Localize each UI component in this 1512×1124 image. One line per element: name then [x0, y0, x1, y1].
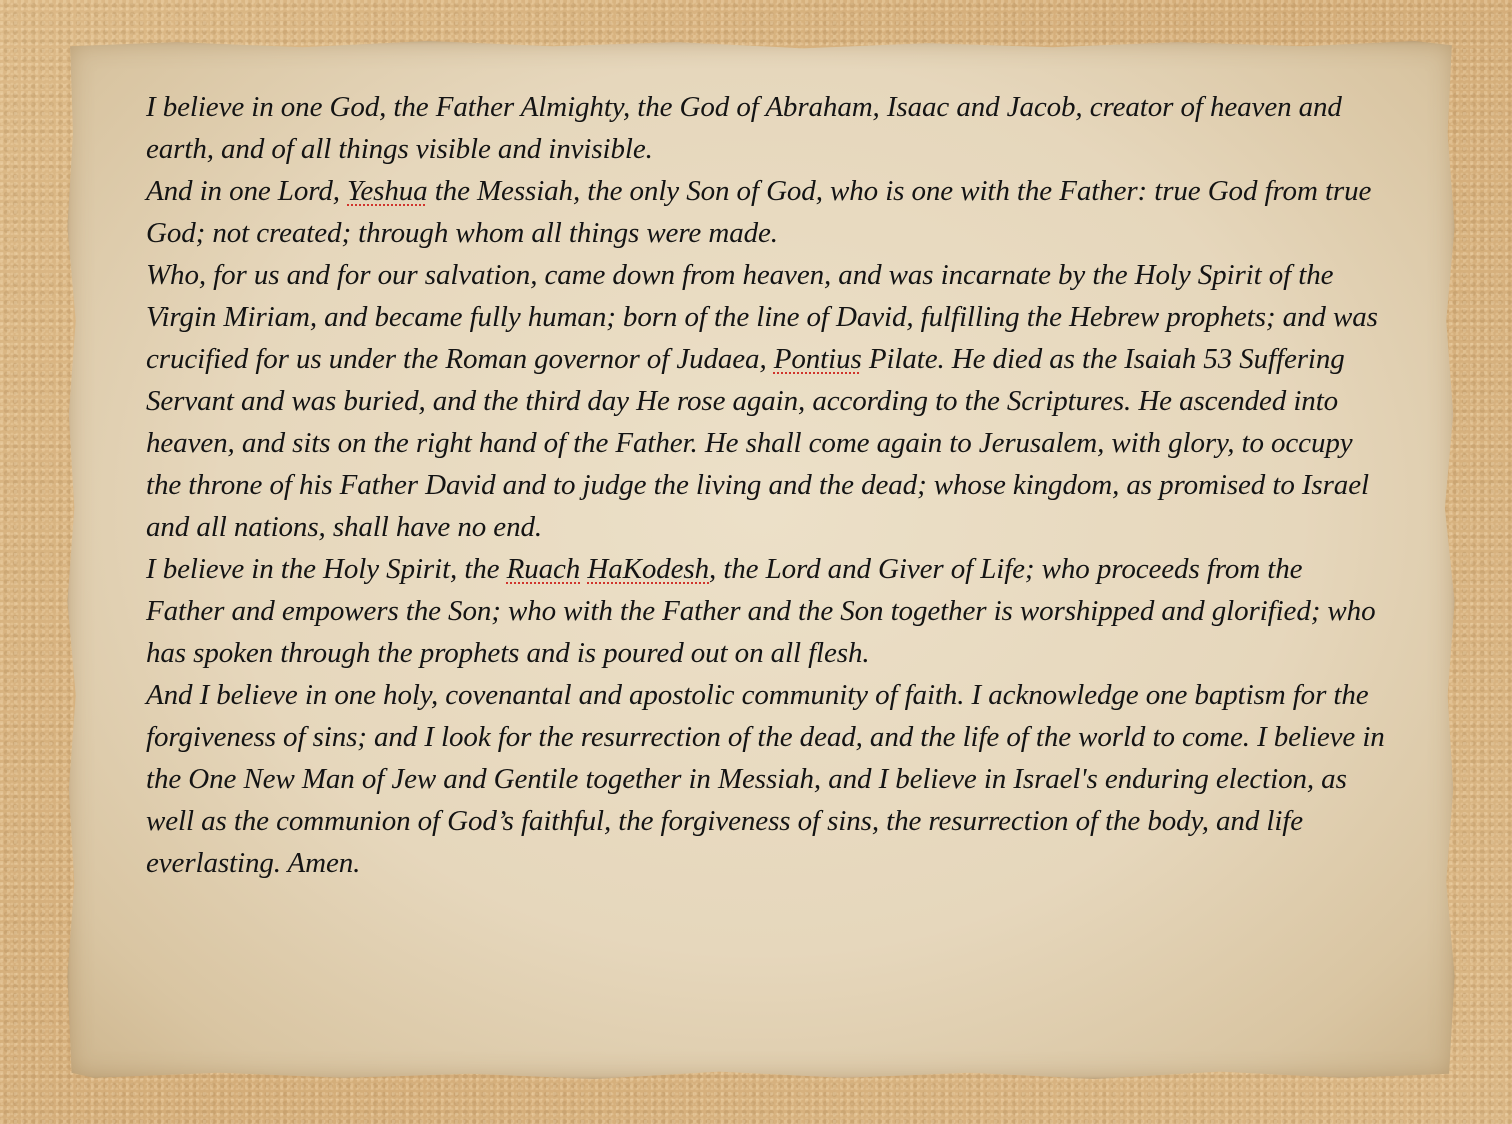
spellcheck-word-yeshua[interactable]: Yeshua — [347, 175, 428, 207]
paragraph-holy-spirit-part-b: , the Lord and Giver of Life; who proceeds from the Father and empowers the Son; who with the Father and the Son together is worshipped and glorified; who has spoken through the prophets and is poured out on all flesh. — [146, 553, 1376, 669]
paragraph-incarnation-part-a: Who, for us and for our salvation, came down from heaven, and was incarnate by the Holy Spirit of the Virgin Miriam, and became fully human; born of the line of David, fulfilling the Hebrew prophets; and was crucified for us under the Roman governor of Judaea, — [146, 259, 1378, 375]
creed-text — [146, 86, 1386, 884]
paragraph-incarnation — [146, 254, 1386, 548]
paragraph-community: And I believe in one holy, covenantal and apostolic community of faith. I acknowledge one baptism for the forgiveness of sins; and I look for the resurrection of the dead, and the life of the world to come. I believe in the One New Man of Jew and Gentile together in Messiah, and I believe in Israel's enduring election, as well as the communion of God’s faithful, the forgiveness of sins, the resurrection of the body, and life everlasting. Amen. — [146, 679, 1385, 879]
spellcheck-word-pontius[interactable]: Pontius — [773, 343, 862, 375]
paragraph-son — [146, 170, 1386, 254]
paragraph-incarnation-part-b: Pilate. He died as the Isaiah 53 Suffering Servant and was buried, and the third day He rose again, according to the Scriptures. He ascended into heaven, and sits on the right hand of the Father. He shall come again to Jerusalem, with glory, to occupy the throne of his Father David and to judge the living and the dead; whose kingdom, as promised to Israel and all nations, shall have no end. — [146, 343, 1369, 543]
paragraph-holy-spirit — [146, 548, 1386, 674]
paragraph-son-part-b: the Messiah, the only Son of God, who is one with the Father: true God from true God; not created; through whom all things were made. — [146, 175, 1372, 249]
spellcheck-word-ruach[interactable]: Ruach — [506, 553, 581, 585]
paragraph-holy-spirit-part-a: I believe in the Holy Spirit, the — [146, 553, 507, 585]
spellcheck-word-hakodesh[interactable]: HaKodesh — [587, 553, 710, 585]
paragraph-father: I believe in one God, the Father Almighty, the God of Abraham, Isaac and Jacob, creator of heaven and earth, and of all things visible and invisible. — [146, 91, 1342, 165]
paragraph-son-part-a: And in one Lord, — [146, 175, 348, 207]
